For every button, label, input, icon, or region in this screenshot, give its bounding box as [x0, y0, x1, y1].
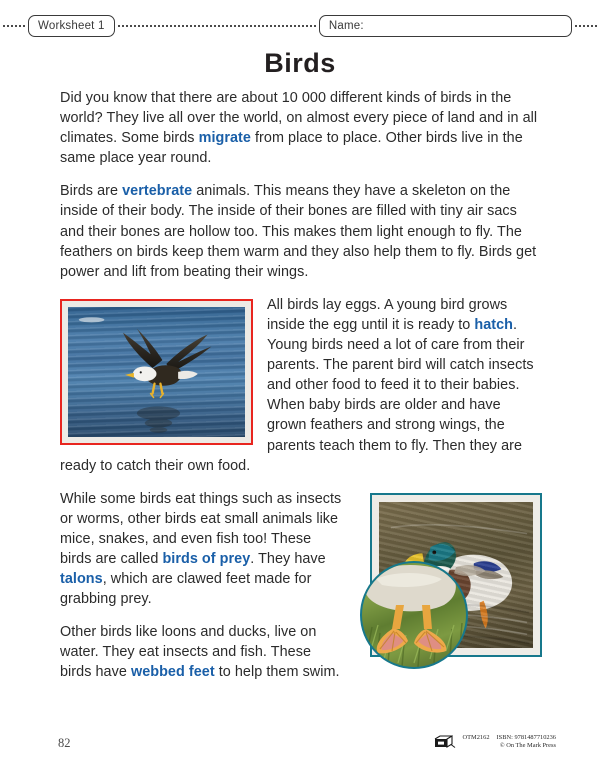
- vocab-migrate: migrate: [198, 130, 251, 147]
- eagle-illustration: [68, 307, 245, 437]
- name-field-label: Name:: [328, 20, 364, 32]
- paragraph-4-text-b: . They have: [250, 550, 326, 567]
- header-dotted-rule-middle: [118, 25, 316, 28]
- paragraph-4-text-c: , which are clawed feet made for grabbing prey.: [60, 571, 312, 608]
- worksheet-label-box: [28, 15, 115, 37]
- paragraph-2-text-a: Birds are: [60, 183, 123, 200]
- name-field-box[interactable]: [319, 15, 572, 37]
- paragraph-5-text-a: Other birds like loons and ducks, live on water. They eat insects and fish. These birds have: [60, 624, 317, 681]
- paragraph-2: [60, 181, 542, 281]
- imprint-code: OTM2162: [462, 734, 490, 741]
- duck-photo-group: [360, 493, 542, 669]
- vocab-birds-of-prey: birds of prey: [162, 550, 251, 567]
- paragraph-3-text-b: . Young birds need a lot of care from their parents. The parent bird will catch insects and other food to feed it to their babies. When baby birds are older and have grown feathers and strong wings, the parents teach them to fly. Then they are ready to catch their own food.: [60, 316, 534, 474]
- page-number: 82: [58, 736, 71, 750]
- imprint-isbn: ISBN: 9781487710236: [496, 734, 556, 741]
- worksheet-content: [60, 88, 542, 696]
- vocab-webbed-feet: webbed feet: [130, 664, 215, 681]
- worksheet-label: Worksheet 1: [38, 20, 105, 32]
- vocab-hatch: hatch: [474, 316, 514, 333]
- header-dotted-rule-right: [575, 25, 597, 28]
- page-footer: [0, 732, 600, 762]
- paragraph-4-text-a: While some birds eat things such as insects or worms, other birds eat small animals like mice, snakes, and even fish too! These birds are called: [60, 490, 342, 567]
- eagle-photo-frame: [60, 299, 253, 445]
- imprint-copyright: © On The Mark Press: [499, 742, 556, 750]
- eagle-photo: [68, 307, 245, 437]
- paragraph-2-text-b: animals. This means they have a skeleton on the inside of their body. The inside of their bones are filled with tiny air sacs and their bones are hollow too. This makes them light enough to fly. The feathers on birds keep them warm and they also help them to fly. Birds get power and lift from beating their wings.: [60, 183, 537, 280]
- paragraph-1: [60, 88, 542, 168]
- publisher-logo-icon: [434, 735, 456, 749]
- worksheet-header: [0, 13, 600, 39]
- vocab-vertebrate: vertebrate: [122, 183, 193, 200]
- webbed-feet-illustration: [362, 563, 466, 667]
- publisher-imprint: [434, 734, 556, 751]
- header-dotted-rule-left: [3, 25, 25, 28]
- paragraph-3-text-a: All birds lay eggs. A young bird grows inside the egg until it is ready to: [267, 296, 508, 333]
- paragraph-1-text-b: from place to place. Other birds live in the same place year round.: [60, 130, 523, 167]
- imprint-text-block: [463, 734, 556, 751]
- webbed-feet-photo: [360, 561, 468, 669]
- paragraph-5-text-b: to help them swim.: [214, 664, 340, 681]
- paragraph-1-text-a: Did you know that there are about 10 000 different kinds of birds in the world? They live all over the world, on almost every piece of land and in all climates. Some birds: [60, 90, 538, 147]
- vocab-talons: talons: [60, 571, 103, 588]
- imprint-line-1: [463, 734, 556, 742]
- page-title: Birds: [264, 48, 336, 78]
